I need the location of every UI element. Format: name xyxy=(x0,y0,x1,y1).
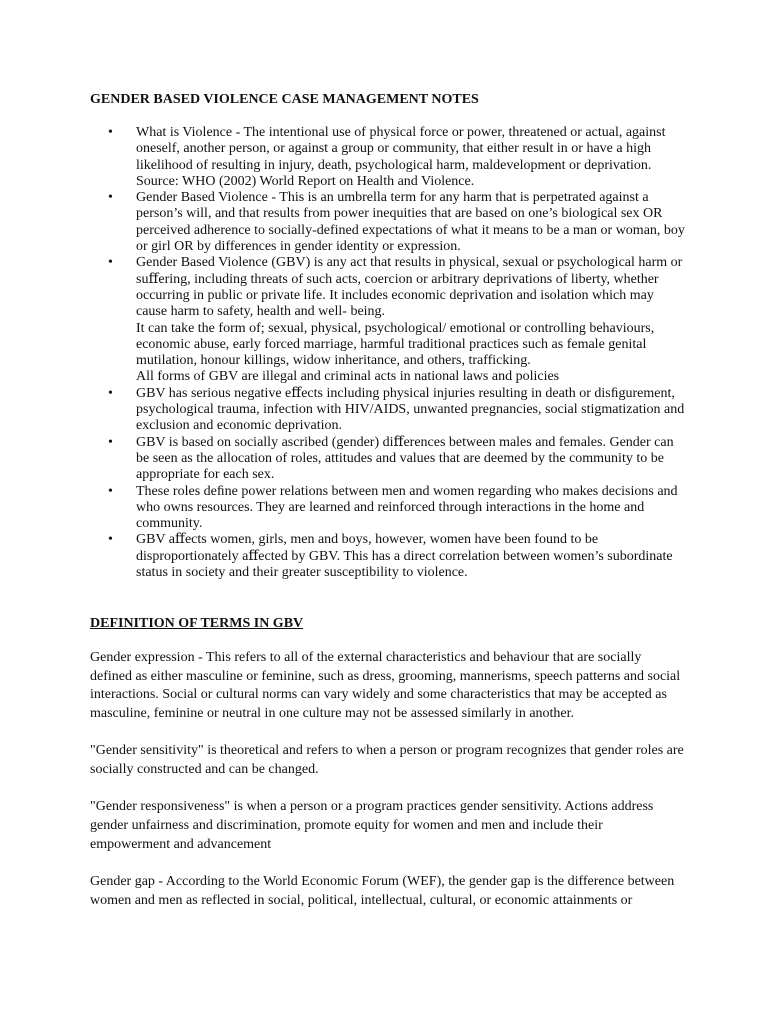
text-line: gender unfairness and discrimination, promote equity for women and men and include their xyxy=(90,817,603,833)
bullet-text xyxy=(136,255,690,385)
bullet-dot-icon: • xyxy=(108,255,113,271)
text-line: These roles deﬁne power relations between men and women regarding who makes decisions and xyxy=(136,483,678,499)
text-line: "Gender responsiveness" is when a person or a program practices gender sensitivity. Actions address xyxy=(90,799,654,815)
text-line: mutilation, honour killings, widow inheritance, and others, trafficking. xyxy=(136,353,531,369)
text-line: GBV is based on socially ascribed (gender) diﬀerences between males and females. Gender can xyxy=(136,434,674,450)
bullet-dot-icon: • xyxy=(108,190,113,206)
definition-paragraph xyxy=(90,873,686,910)
text-line: Gender Based Violence (GBV) is any act that results in physical, sexual or psychological harm or xyxy=(136,255,683,271)
bullet-dot-icon: • xyxy=(108,434,113,450)
text-line: suﬀering, including threats of such acts, coercion or arbitrary deprivations of liberty, whether xyxy=(136,271,659,287)
bullet-item xyxy=(90,386,690,435)
text-line: appropriate for each sex. xyxy=(136,467,275,483)
text-line: socially constructed and can be changed. xyxy=(90,762,319,778)
text-line: be seen as the allocation of roles, attitudes and values that are deemed by the community to be xyxy=(136,450,664,466)
bullet-dot-icon: • xyxy=(108,385,113,401)
bullet-item xyxy=(90,532,690,581)
bullet-text xyxy=(136,386,690,435)
text-line: Source: WHO (2002) World Report on Health and Violence. xyxy=(136,173,475,189)
bullet-item xyxy=(90,255,690,385)
definitions-section xyxy=(90,649,686,929)
text-line: women and men as reflected in social, political, intellectual, cultural, or economic attainments or xyxy=(90,892,633,908)
text-line: Gender gap - According to the World Economic Forum (WEF), the gender gap is the difference between xyxy=(90,873,675,889)
bullet-item xyxy=(90,435,690,484)
text-line: masculine, feminine or neutral in one culture may not be assessed similarly in another. xyxy=(90,706,575,722)
text-line: disproportionately aﬀected by GBV. This has a direct correlation between women’s subordinate xyxy=(136,548,673,564)
definition-paragraph xyxy=(90,798,686,854)
text-line: What is Violence - The intentional use of physical force or power, threatened or actual, against xyxy=(136,125,666,140)
bullet-text xyxy=(136,484,690,533)
text-line: status in society and their greater susceptibility to violence. xyxy=(136,565,468,581)
text-line: occurring in public or private life. It includes economic deprivation and isolation which may xyxy=(136,287,654,303)
document-title: GENDER BASED VIOLENCE CASE MANAGEMENT NOTES xyxy=(90,92,479,107)
bullet-text xyxy=(136,125,690,190)
bullet-item xyxy=(90,125,690,190)
bullet-dot-icon: • xyxy=(108,532,113,548)
text-line: All forms of GBV are illegal and criminal acts in national laws and policies xyxy=(136,369,560,385)
bullet-text xyxy=(136,190,690,255)
bullet-item xyxy=(90,190,690,255)
section-heading: DEFINITION OF TERMS IN GBV xyxy=(90,616,304,631)
bullet-list xyxy=(90,125,690,581)
bullet-dot-icon: • xyxy=(108,483,113,499)
text-line: defined as either masculine or feminine, such as dress, grooming, mannerisms, speech patterns and social xyxy=(90,668,681,684)
text-line: Gender Based Violence - This is an umbrella term for any harm that is perpetrated against a xyxy=(136,190,649,206)
bullet-text xyxy=(136,532,690,581)
text-line: economic abuse, early forced marriage, harmful traditional practices such as female genital xyxy=(136,336,647,352)
text-line: "Gender sensitivity" is theoretical and refers to when a person or program recognizes that gender roles are xyxy=(90,743,684,759)
text-line: GBV has serious negative eﬀects including physical injuries resulting in death or disﬁgurement, xyxy=(136,385,675,401)
text-line: person’s will, and that results from power inequities that are based on one’s biological sex OR xyxy=(136,206,663,222)
text-line: perceived adherence to socially-defined expectations of what it means to be a man or woman, boy xyxy=(136,222,685,238)
text-line: Gender expression - This refers to all of the external characteristics and behaviour that are socially xyxy=(90,650,642,665)
text-line: or girl OR by differences in gender identity or expression. xyxy=(136,239,461,255)
text-line: exclusion and economic deprivation. xyxy=(136,418,343,434)
bullet-text xyxy=(136,435,690,484)
text-line: who owns resources. They are learned and reinforced through interactions in the home and xyxy=(136,499,645,515)
text-line: psychological trauma, infection with HIV/AIDS, unwanted pregnancies, social stigmatization and xyxy=(136,402,685,418)
text-line: empowerment and advancement xyxy=(90,836,272,852)
text-line: GBV aﬀects women, girls, men and boys, however, women have been found to be xyxy=(136,532,599,548)
definition-paragraph xyxy=(90,649,686,724)
text-line: oneself, another person, or against a group or community, that either result in or have a high xyxy=(136,141,651,157)
bullet-item xyxy=(90,484,690,533)
definition-paragraph xyxy=(90,742,686,779)
text-line: interactions. Social or cultural norms can vary widely and some characteristics that may be accepted as xyxy=(90,687,667,703)
text-line: It can take the form of; sexual, physical, psychological/ emotional or controlling behaviours, xyxy=(136,320,655,336)
text-line: likelihood of resulting in injury, death, psychological harm, maldevelopment or deprivation. xyxy=(136,157,652,173)
text-line: community. xyxy=(136,516,203,532)
bullet-dot-icon: • xyxy=(108,125,113,140)
text-line: cause harm to safety, health and well- being. xyxy=(136,304,386,320)
